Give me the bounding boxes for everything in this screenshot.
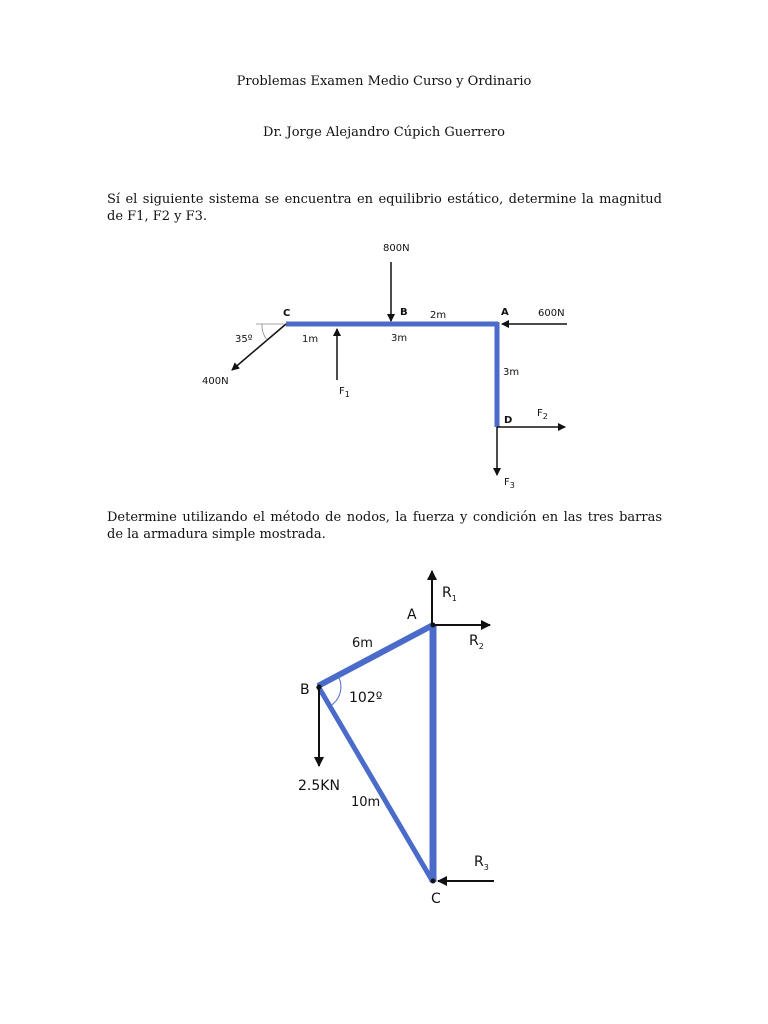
figure-2-truss [298,571,494,907]
reaction-r2-label: $R_2$ [469,633,484,651]
truss-point-a-label: A [407,607,417,623]
point-d-label: D [504,415,513,426]
distance-2m-label: 2m [430,310,447,321]
force-800n-label: 800N [383,243,410,254]
force-400n-arrow [232,324,286,370]
truss-point-c-label: C [431,891,441,907]
load-2-5kn-label: 2.5KN [298,778,340,794]
node-c [431,879,436,884]
problem-2-statement: Determine utilizando el método de nodos, la fuerza y condición en las tres barras de la armadura simple mostrada. [107,510,662,542]
force-f1-label: $F_1$ [339,386,350,399]
document-author: Dr. Jorge Alejandro Cúpich Guerrero [263,125,505,140]
reaction-r1-label: $R_1$ [442,585,457,603]
bar-bc-length-label: 10m [351,795,381,810]
point-a-label: A [501,307,509,318]
force-f2-label: $F_2$ [537,408,548,421]
angle-102-label: 102º [349,690,383,706]
angle-arc [262,324,267,340]
angle-35-label: 35º [235,334,253,345]
figure-1-beam [202,243,567,490]
reaction-r3-label: $R_3$ [474,854,489,872]
distance-3m-horizontal-label: 3m [391,333,408,344]
distance-3m-vertical-label: 3m [503,367,520,378]
point-b-label: B [400,307,408,318]
document-title: Problemas Examen Medio Curso y Ordinario [236,74,532,89]
truss-point-b-label: B [300,682,310,698]
force-400n-label: 400N [202,376,229,387]
bar-ab-length-label: 6m [352,636,373,651]
point-c-label: C [283,308,291,319]
problem-1-statement: Sí el siguiente sistema se encuentra en equilibrio estático, determine la magnitud de F1, F2 y F3. [107,192,662,224]
force-f3-label: $F_3$ [504,477,515,490]
truss-bar-ab [318,625,433,686]
distance-1m-label: 1m [302,334,319,345]
force-600n-label: 600N [538,308,565,319]
